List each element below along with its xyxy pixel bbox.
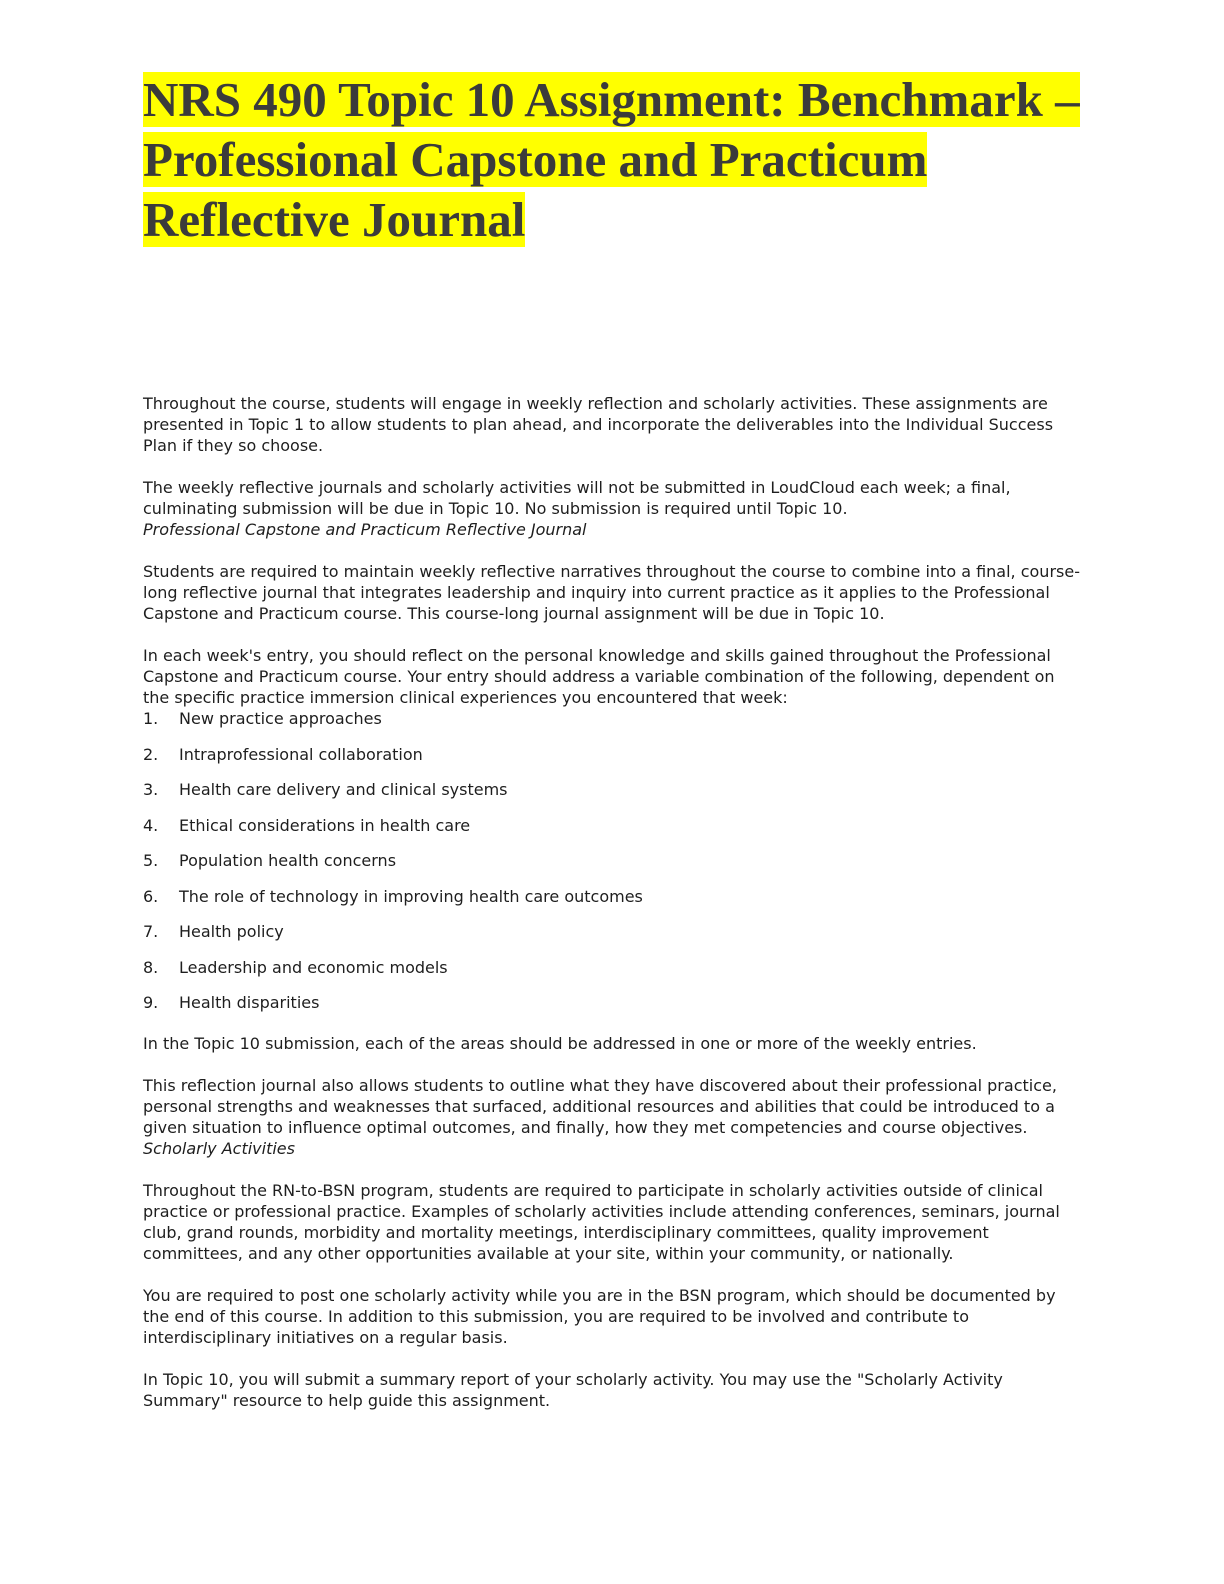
- section-heading-scholarly-activities: Scholarly Activities: [143, 1139, 295, 1158]
- list-item: 7. Health policy: [143, 922, 284, 941]
- areas-list: [143, 708, 1083, 1013]
- list-item: 8. Leadership and economic models: [143, 957, 448, 977]
- paragraph-scholarly-examples: Throughout the RN-to-BSN program, students are required to participate in scholarly activities outside of clinical practice or professional practice. Examples of scholarly activities include attending conferences, seminars, journal club, grand rounds, morbidity and mortality meetings, interdisciplinary committees, quality improvement committees, and any other opportunities available at your site, within your community, or nationally.: [143, 1181, 1060, 1263]
- paragraph-submission: The weekly reflective journals and scholarly activities will not be submitted in LoudCloud each week; a final, culminating submission will be due in Topic 10. No submission is required until Topic 10.: [143, 478, 1011, 518]
- paragraph-reflection-purpose: This reflection journal also allows students to outline what they have discovered about their professional practice, personal strengths and weaknesses that surfaced, additional resources and abilities that could be introduced to a given situation to influence optimal outcomes, and finally, how they met competencies and course objectives.: [143, 1076, 1057, 1137]
- paragraph-summary-report: In Topic 10, you will submit a summary report of your scholarly activity. You may use the "Scholarly Activity Summary" resource to help guide this assignment.: [143, 1370, 1003, 1410]
- list-item: 3. Health care delivery and clinical systems: [143, 780, 508, 799]
- list-item: 6. The role of technology in improving health care outcomes: [143, 886, 643, 906]
- paragraph-weekly-entry: In each week's entry, you should reflect on the personal knowledge and skills gained throughout the Professional Capstone and Practicum course. Your entry should address a variable combination of the following, dependent on the specific practice immersion clinical experiences you encountered that week:: [143, 646, 1055, 707]
- document-title: [143, 70, 1083, 250]
- list-item: 9. Health disparities: [143, 993, 320, 1012]
- list-item: 5. Population health concerns: [143, 851, 397, 870]
- paragraph-narratives: Students are required to maintain weekly reflective narratives throughout the course to combine into a final, course-long reflective journal that integrates leadership and inquiry into current practice as it applies to the Professional Capstone and Practicum course. This course-long journal assignment will be due in Topic 10.: [143, 562, 1080, 623]
- section-heading-reflective-journal: Professional Capstone and Practicum Reflective Journal: [143, 520, 587, 539]
- title-highlight: NRS 490 Topic 10 Assignment: Benchmark – Professional Capstone and Practicum Reflective Journal: [143, 72, 1080, 247]
- list-item: 2. Intraprofessional collaboration: [143, 744, 423, 764]
- document-page: [143, 70, 1083, 1411]
- paragraph-topic10-areas: In the Topic 10 submission, each of the areas should be addressed in one or more of the weekly entries.: [143, 1034, 977, 1053]
- document-body: [143, 393, 1083, 1411]
- paragraph-intro: Throughout the course, students will engage in weekly reflection and scholarly activities. These assignments are presented in Topic 1 to allow students to plan ahead, and incorporate the deliverables into the Individual Success Plan if they so choose.: [143, 394, 1054, 455]
- list-item: 1. New practice approaches: [143, 709, 382, 728]
- list-item: 4. Ethical considerations in health care: [143, 815, 471, 835]
- paragraph-scholarly-requirement: You are required to post one scholarly activity while you are in the BSN program, which should be documented by the end of this course. In addition to this submission, you are required to be involved and contribute to interdisciplinary initiatives on a regular basis.: [143, 1286, 1056, 1347]
